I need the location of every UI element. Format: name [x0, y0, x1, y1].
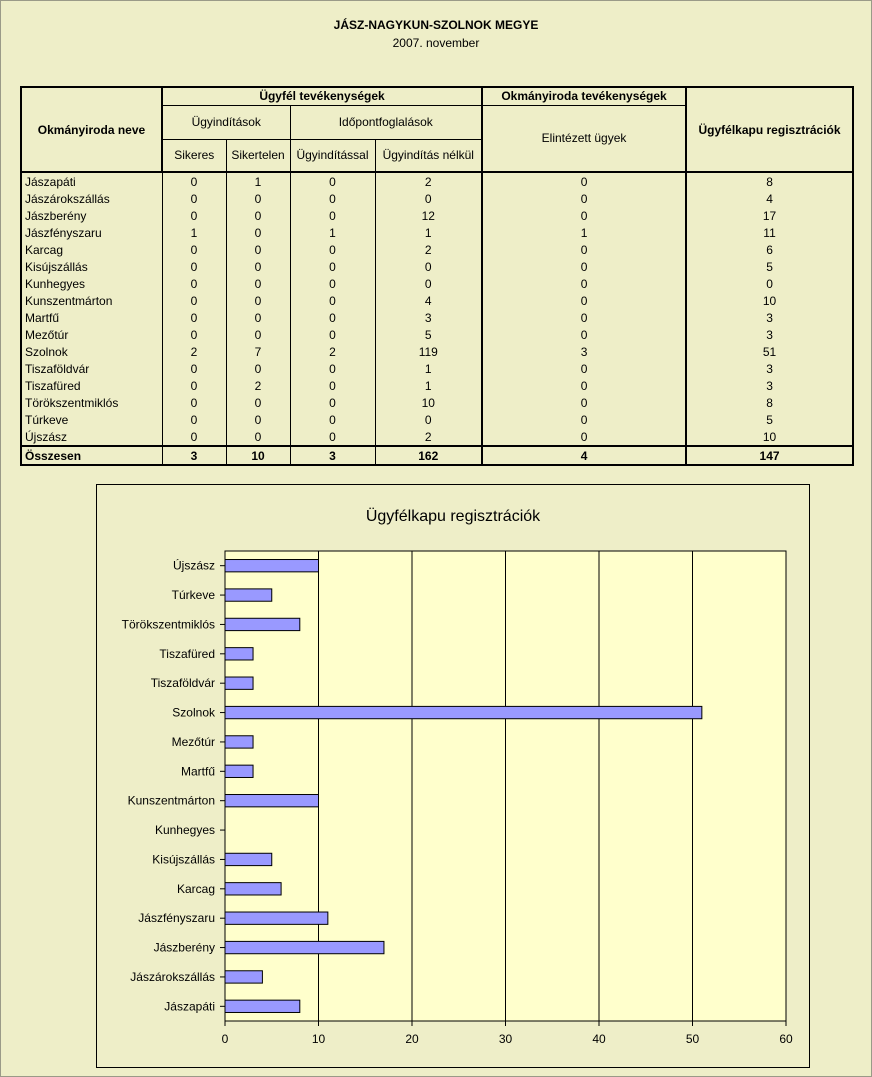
- x-tick-label: 40: [592, 1032, 606, 1046]
- value-cell: 0: [226, 326, 290, 343]
- category-label: Kisújszállás: [152, 852, 215, 867]
- table-row: [21, 309, 853, 326]
- value-cell: 10: [686, 428, 853, 446]
- value-cell: 0: [162, 394, 226, 411]
- value-cell: 0: [226, 309, 290, 326]
- office-name-cell: Tiszaföldvár: [21, 360, 162, 377]
- bar: [225, 765, 253, 777]
- office-name-cell: Martfű: [21, 309, 162, 326]
- value-cell: 0: [162, 207, 226, 224]
- value-cell: 0: [482, 190, 686, 207]
- value-cell: 0: [290, 190, 375, 207]
- group-client-header: Ügyfél tevékenységek: [162, 87, 482, 105]
- category-label: Túrkeve: [171, 588, 215, 603]
- value-cell: 0: [162, 241, 226, 258]
- value-cell: 119: [375, 343, 482, 360]
- value-cell: 0: [290, 258, 375, 275]
- table-row: [21, 241, 853, 258]
- value-cell: 1: [375, 377, 482, 394]
- value-cell: 3: [375, 309, 482, 326]
- bar: [225, 883, 281, 895]
- value-cell: 0: [162, 326, 226, 343]
- group-appointments-header: Időpontfoglalások: [290, 105, 482, 139]
- x-tick-label: 50: [685, 1032, 700, 1046]
- value-cell: 12: [375, 207, 482, 224]
- office-name-cell: Jászberény: [21, 207, 162, 224]
- office-name-cell: Karcag: [21, 241, 162, 258]
- col-success-header: Sikeres: [162, 139, 226, 172]
- value-cell: 0: [482, 428, 686, 446]
- value-cell: 0: [162, 309, 226, 326]
- value-cell: 3: [686, 326, 853, 343]
- category-label: Martfű: [180, 764, 215, 779]
- page-title: JÁSZ-NAGYKUN-SZOLNOK MEGYE: [333, 18, 539, 32]
- value-cell: 2: [375, 428, 482, 446]
- value-cell: 0: [375, 275, 482, 292]
- table-row: [21, 207, 853, 224]
- value-cell: 0: [290, 428, 375, 446]
- bar: [225, 795, 319, 807]
- category-label: Szolnok: [172, 705, 215, 720]
- bar: [225, 853, 272, 865]
- total-cell: 147: [686, 446, 853, 465]
- value-cell: 0: [226, 207, 290, 224]
- value-cell: 3: [686, 377, 853, 394]
- col-without-header: Ügyindítás nélkül: [375, 139, 482, 172]
- office-name-cell: Törökszentmiklós: [21, 394, 162, 411]
- value-cell: 3: [482, 343, 686, 360]
- value-cell: 0: [375, 258, 482, 275]
- office-name-cell: Jászárokszállás: [21, 190, 162, 207]
- total-label: Összesen: [21, 446, 162, 465]
- x-tick-label: 60: [779, 1032, 793, 1046]
- value-cell: 11: [686, 224, 853, 241]
- value-cell: 10: [375, 394, 482, 411]
- value-cell: 0: [226, 428, 290, 446]
- bar: [225, 560, 319, 572]
- value-cell: 0: [226, 292, 290, 309]
- office-name-cell: Túrkeve: [21, 411, 162, 428]
- value-cell: 0: [290, 207, 375, 224]
- table-row: [21, 411, 853, 428]
- value-cell: 0: [226, 241, 290, 258]
- value-cell: 5: [375, 326, 482, 343]
- value-cell: 0: [290, 326, 375, 343]
- bar-chart: [97, 485, 809, 1067]
- table-row: [21, 343, 853, 360]
- category-label: Újszász: [172, 558, 215, 573]
- value-cell: 0: [686, 275, 853, 292]
- value-cell: 5: [686, 258, 853, 275]
- value-cell: 0: [482, 326, 686, 343]
- value-cell: 0: [290, 275, 375, 292]
- value-cell: 0: [290, 292, 375, 309]
- total-cell: 3: [290, 446, 375, 465]
- value-cell: 8: [686, 172, 853, 190]
- value-cell: 2: [375, 241, 482, 258]
- table-row: [21, 326, 853, 343]
- group-office-header: Okmányiroda tevékenységek: [482, 87, 686, 105]
- value-cell: 2: [226, 377, 290, 394]
- value-cell: 0: [226, 258, 290, 275]
- bar: [225, 706, 702, 718]
- value-cell: 0: [482, 377, 686, 394]
- office-name-cell: Jászapáti: [21, 172, 162, 190]
- value-cell: 1: [482, 224, 686, 241]
- table-row: [21, 172, 853, 190]
- col-office-header: Okmányiroda neve: [21, 87, 162, 172]
- value-cell: 1: [375, 224, 482, 241]
- value-cell: 0: [482, 207, 686, 224]
- value-cell: 4: [686, 190, 853, 207]
- category-label: Jászberény: [153, 940, 215, 955]
- bar: [225, 677, 253, 689]
- table-row: [21, 258, 853, 275]
- value-cell: 0: [226, 411, 290, 428]
- office-name-cell: Tiszafüred: [21, 377, 162, 394]
- value-cell: 0: [482, 172, 686, 190]
- value-cell: 0: [290, 172, 375, 190]
- bar: [225, 941, 384, 953]
- category-label: Tiszaföldvár: [150, 676, 215, 691]
- table-row: [21, 394, 853, 411]
- category-label: Jászfényszaru: [138, 911, 215, 926]
- category-label: Kunszentmárton: [127, 793, 215, 808]
- value-cell: 8: [686, 394, 853, 411]
- value-cell: 51: [686, 343, 853, 360]
- table-row: [21, 377, 853, 394]
- bar: [225, 736, 253, 748]
- value-cell: 0: [162, 172, 226, 190]
- category-label: Jászárokszállás: [130, 969, 215, 984]
- value-cell: 3: [686, 360, 853, 377]
- office-name-cell: Kunszentmárton: [21, 292, 162, 309]
- col-with-header: Ügyindítással: [290, 139, 375, 172]
- total-cell: 10: [226, 446, 290, 465]
- category-label: Tiszafüred: [159, 646, 215, 661]
- value-cell: 7: [226, 343, 290, 360]
- statistics-table: [20, 86, 854, 466]
- group-procedures-header: Ügyindítások: [162, 105, 290, 139]
- total-cell: 162: [375, 446, 482, 465]
- table-row: [21, 224, 853, 241]
- value-cell: 0: [226, 275, 290, 292]
- table-row: [21, 428, 853, 446]
- office-name-cell: Újszász: [21, 428, 162, 446]
- value-cell: 0: [482, 241, 686, 258]
- office-name-cell: Mezőtúr: [21, 326, 162, 343]
- value-cell: 0: [162, 275, 226, 292]
- value-cell: 0: [482, 258, 686, 275]
- value-cell: 0: [290, 377, 375, 394]
- value-cell: 0: [290, 394, 375, 411]
- value-cell: 1: [226, 172, 290, 190]
- x-tick-label: 20: [405, 1032, 419, 1046]
- value-cell: 0: [482, 394, 686, 411]
- value-cell: 1: [290, 224, 375, 241]
- table-row: [21, 292, 853, 309]
- value-cell: 0: [226, 360, 290, 377]
- bar: [225, 618, 300, 630]
- value-cell: 10: [686, 292, 853, 309]
- value-cell: 2: [162, 343, 226, 360]
- table-row: [21, 190, 853, 207]
- value-cell: 0: [162, 377, 226, 394]
- x-tick-label: 0: [221, 1032, 229, 1046]
- value-cell: 0: [162, 292, 226, 309]
- category-label: Törökszentmiklós: [121, 617, 215, 632]
- bar: [225, 912, 328, 924]
- value-cell: 4: [375, 292, 482, 309]
- value-cell: 0: [226, 190, 290, 207]
- value-cell: 0: [290, 411, 375, 428]
- total-cell: 4: [482, 446, 686, 465]
- value-cell: 0: [162, 190, 226, 207]
- value-cell: 5: [686, 411, 853, 428]
- chart-title: Ügyfélkapu regisztrációk: [365, 508, 541, 525]
- category-label: Karcag: [176, 881, 215, 896]
- value-cell: 0: [482, 275, 686, 292]
- value-cell: 0: [482, 309, 686, 326]
- value-cell: 0: [162, 360, 226, 377]
- office-name-cell: Kunhegyes: [21, 275, 162, 292]
- category-label: Kunhegyes: [154, 823, 215, 838]
- bar: [225, 971, 262, 983]
- bar: [225, 648, 253, 660]
- value-cell: 0: [482, 360, 686, 377]
- office-name-cell: Szolnok: [21, 343, 162, 360]
- value-cell: 0: [290, 360, 375, 377]
- value-cell: 0: [482, 411, 686, 428]
- value-cell: 2: [375, 172, 482, 190]
- col-handled-header: Elintézett ügyek: [482, 105, 686, 172]
- col-fail-header: Sikertelen: [226, 139, 290, 172]
- value-cell: 6: [686, 241, 853, 258]
- value-cell: 1: [375, 360, 482, 377]
- value-cell: 0: [290, 309, 375, 326]
- value-cell: 17: [686, 207, 853, 224]
- category-label: Jászapáti: [164, 999, 215, 1014]
- value-cell: 0: [290, 241, 375, 258]
- bar: [225, 589, 272, 601]
- category-label: Mezőtúr: [171, 734, 215, 749]
- value-cell: 0: [482, 292, 686, 309]
- value-cell: 3: [686, 309, 853, 326]
- x-tick-label: 10: [311, 1032, 326, 1046]
- value-cell: 0: [226, 224, 290, 241]
- col-registrations-header: Ügyfélkapu regisztrációk: [686, 87, 853, 172]
- table-row: [21, 360, 853, 377]
- value-cell: 2: [290, 343, 375, 360]
- value-cell: 0: [375, 411, 482, 428]
- value-cell: 0: [162, 428, 226, 446]
- page-subtitle: 2007. november: [392, 36, 480, 50]
- value-cell: 0: [162, 411, 226, 428]
- bar: [225, 1000, 300, 1012]
- value-cell: 0: [226, 394, 290, 411]
- office-name-cell: Kisújszállás: [21, 258, 162, 275]
- value-cell: 0: [162, 258, 226, 275]
- total-row: [21, 446, 853, 465]
- office-name-cell: Jászfényszaru: [21, 224, 162, 241]
- value-cell: 1: [162, 224, 226, 241]
- x-tick-label: 30: [498, 1032, 513, 1046]
- value-cell: 0: [375, 190, 482, 207]
- total-cell: 3: [162, 446, 226, 465]
- table-row: [21, 275, 853, 292]
- chart-container: [96, 484, 810, 1068]
